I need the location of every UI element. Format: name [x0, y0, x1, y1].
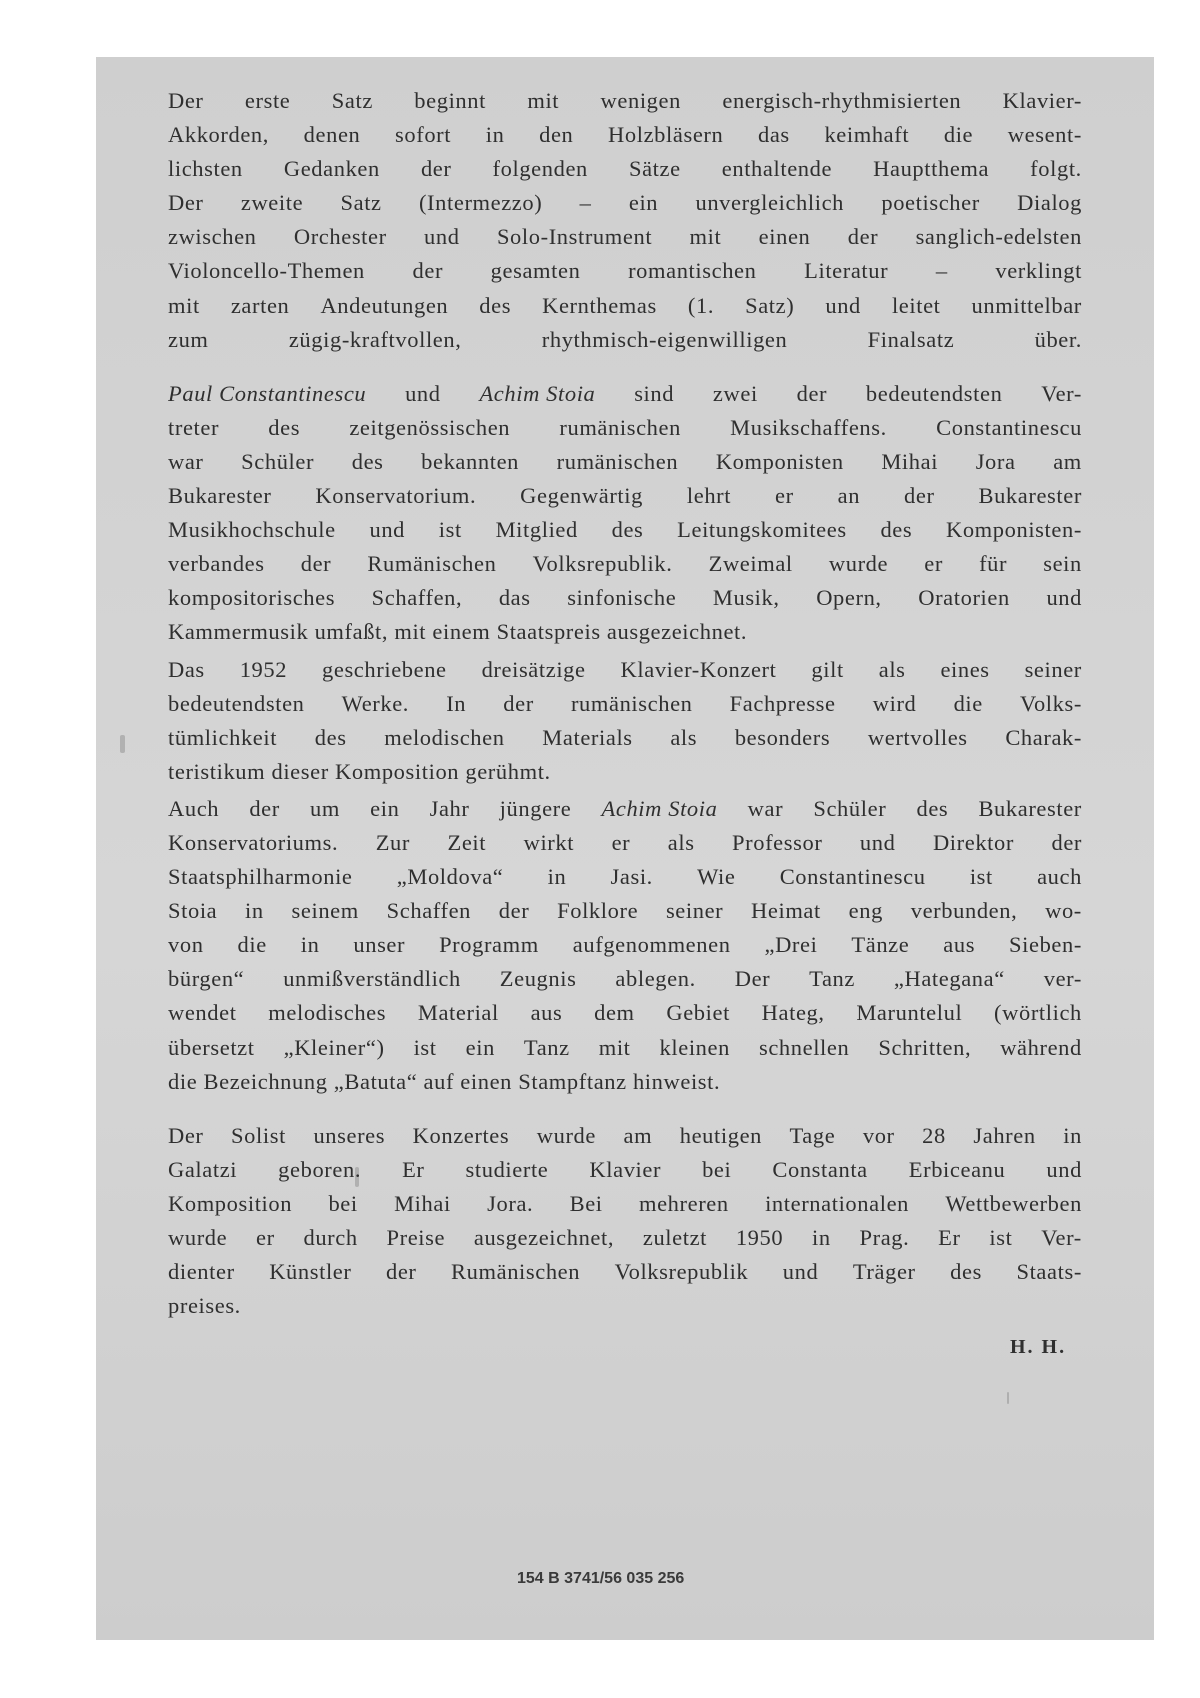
text-line: Das 1952 geschriebene dreisätzige Klavier-Konzert gilt als eines seiner	[168, 656, 1082, 682]
text-line: wurde er durch Preise ausgezeichnet, zuletzt 1950 in Prag. Er ist Ver-	[168, 1225, 1082, 1250]
paragraph-achim-stoia	[168, 792, 1082, 1099]
text-line: die Bezeichnung „Batuta“ auf einen Stampftanz hinweist.	[168, 1068, 721, 1094]
text-line: übersetzt „Kleiner“) ist ein Tanz mit kleinen schnellen Schritten, während	[168, 1034, 1082, 1060]
text-line: preises.	[168, 1293, 241, 1319]
text-line: kompositorisches Schaffen, das sinfonische Musik, Opern, Oratorien und	[168, 585, 1082, 611]
text-line: treter des zeitgenössischen rumänischen Musikschaffens. Constantinescu	[168, 414, 1082, 440]
paragraph-soloist	[168, 1119, 1082, 1324]
text-line: dienter Künstler der Rumänischen Volksrepublik und Träger des Staats-	[168, 1259, 1082, 1285]
text-line: war Schüler des bekannten rumänischen Komponisten Mihai Jora am	[168, 448, 1082, 474]
text-line: zwischen Orchester und Solo-Instrument mit einen der sanglich-edelsten	[168, 224, 1082, 250]
text-line: Galatzi geboren. Er studierte Klavier bei Constanta Erbiceanu und	[168, 1156, 1082, 1182]
text-line: Kammermusik umfaßt, mit einem Staatspreis ausgezeichnet.	[168, 619, 748, 645]
text-line: Komposition bei Mihai Jora. Bei mehreren internationalen Wettbewerben	[168, 1190, 1082, 1216]
page-mark	[1007, 1392, 1009, 1404]
text-line: zum zügig-kraftvollen, rhythmisch-eigenwilligen Finalsatz über.	[168, 326, 1082, 352]
print-code: 154 B 3741/56 035 256	[517, 1570, 685, 1587]
text-line: bürgen“ unmißverständlich Zeugnis ablegen. Der Tanz „Hategana“ ver-	[168, 966, 1082, 992]
body-text	[168, 84, 1082, 1323]
text-line: wendet melodisches Material aus dem Gebiet Hateg, Maruntelul (wörtlich	[168, 1000, 1082, 1026]
text-line: verbandes der Rumänischen Volksrepublik. Zweimal wurde er für sein	[168, 551, 1082, 577]
text-line: Der Solist unseres Konzertes wurde am heutigen Tage vor 28 Jahren in	[168, 1122, 1082, 1148]
text-line: mit zarten Andeutungen des Kernthemas (1. Satz) und leitet unmittelbar	[168, 292, 1082, 318]
text-line: teristikum dieser Komposition gerühmt.	[168, 758, 551, 784]
text-line: Musikhochschule und ist Mitglied des Leitungskomitees des Komponisten-	[168, 517, 1082, 543]
text-line: Paul Constantinescu und Achim Stoia sind zwei der bedeutendsten Ver-	[168, 380, 1082, 406]
text-line: Auch der um ein Jahr jüngere Achim Stoia war Schüler des Bukarester	[168, 795, 1082, 821]
text-line: Akkorden, denen sofort in den Holzbläsern das keimhaft die wesent-	[168, 122, 1082, 148]
text-line: Der erste Satz beginnt mit wenigen energisch-rhythmisierten Klavier-	[168, 88, 1082, 113]
signature-initials: H. H.	[1010, 1336, 1067, 1358]
page-mark	[120, 735, 125, 753]
text-line: lichsten Gedanken der folgenden Sätze enthaltende Hauptthema folgt.	[168, 156, 1082, 182]
paragraph-first-movement	[168, 84, 1082, 357]
text-line: von die in unser Programm aufgenommenen „Drei Tänze aus Sieben-	[168, 932, 1082, 958]
text-line: Der zweite Satz (Intermezzo) – ein unvergleichlich poetischer Dialog	[168, 190, 1082, 216]
text-line: Bukarester Konservatorium. Gegenwärtig lehrt er an der Bukarester	[168, 483, 1082, 509]
text-line: Stoia in seinem Schaffen der Folklore seiner Heimat eng verbunden, wo-	[168, 898, 1082, 924]
text-line: tümlichkeit des melodischen Materials als besonders wertvolles Charak-	[168, 724, 1082, 750]
text-line: Staatsphilharmonie „Moldova“ in Jasi. Wie Constantinescu ist auch	[168, 864, 1082, 890]
text-line: Violoncello-Themen der gesamten romantischen Literatur – verklingt	[168, 258, 1082, 284]
text-line: bedeutendsten Werke. In der rumänischen Fachpresse wird die Volks-	[168, 690, 1082, 716]
text-line: Konservatoriums. Zur Zeit wirkt er als Professor und Direktor der	[168, 829, 1082, 855]
paragraph-composers	[168, 377, 1082, 650]
paragraph-piano-concerto	[168, 653, 1082, 789]
